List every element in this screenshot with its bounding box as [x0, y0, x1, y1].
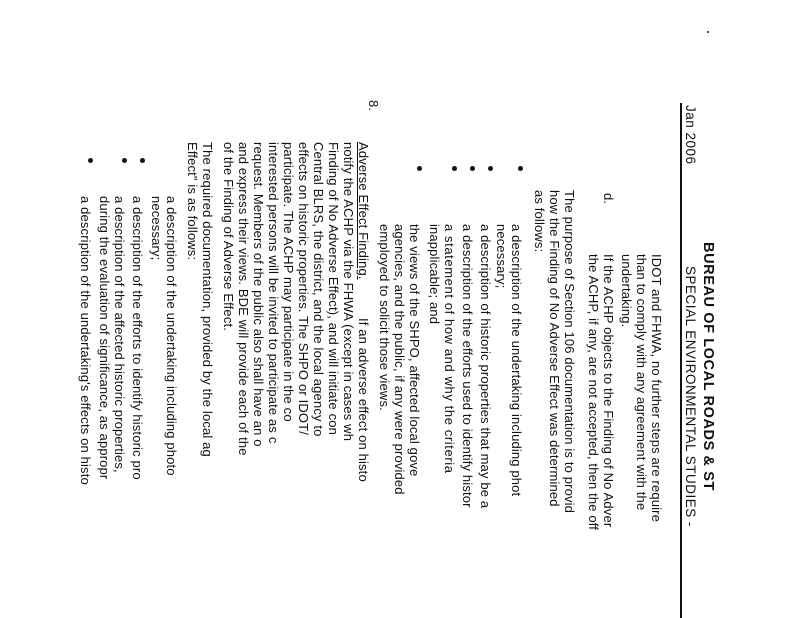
bullet [140, 158, 145, 163]
required-bullet-3-line-1: a description of the affected historic properties, [112, 196, 127, 473]
purpose-line-3: as follows: [532, 190, 547, 253]
required-bullet-2: a description of the efforts to identify historic pro [130, 196, 145, 480]
bullet [122, 158, 127, 163]
adverse-line-2: notify the ACHP via the FHWA (except in cases wh [341, 142, 356, 442]
para-c-line-2: than to comply with any agreement with the [634, 254, 649, 511]
adverse-line-7: interested persons will be invited to participate as c [266, 142, 281, 444]
bullet [488, 166, 493, 171]
adverse-line-6: participate. The ACHP may participate in the co [281, 142, 296, 422]
adverse-line-5: effects on historic properties. The SHPO or IDOT/ [296, 142, 311, 435]
purpose-line-1: The purpose of Section 106 documentation is to provid [562, 190, 577, 514]
required-bullet-1-line-1: a description of the undertaking including photo [164, 196, 179, 476]
purpose-bullet-4-line-1: a statement of how and why the criteria [442, 224, 457, 474]
purpose-bullet-4-line-2: inapplicable; and [427, 224, 442, 325]
purpose-bullet-5-line-3: employed to solicit those views. [377, 224, 392, 411]
required-bullet-3-line-2: during the evaluation of significance, as appropr [97, 196, 112, 480]
purpose-bullet-5-line-2: agencies, and the public, if any were provided [392, 224, 407, 495]
purpose-bullet-3: a description of the efforts used to identify histor [460, 224, 475, 508]
purpose-bullet-2: a description of historic properties that may be a [478, 224, 493, 509]
adverse-line-1: If an adverse effect on histo [356, 318, 371, 482]
required-doc-line-1: The required documentation, provided by the local ag [200, 142, 215, 457]
item-d-line-1: If the ACHP objects to the Finding of No Adver [601, 254, 616, 528]
item-d-marker: d. [601, 193, 616, 205]
adverse-line-3: Finding of No Adverse Effect), and will initiate con [326, 142, 341, 435]
bureau-title: BUREAU OF LOCAL ROADS & ST [700, 242, 716, 491]
bullet [518, 166, 523, 171]
para-c-line-3: undertaking. [619, 254, 634, 328]
header-date: Jan 2006 [683, 105, 698, 165]
header-rule [680, 103, 682, 618]
bullet [88, 158, 93, 163]
purpose-bullet-1-line-2: necessary; [494, 224, 509, 289]
scan-speck [707, 31, 709, 33]
item-8-marker: 8. [366, 100, 381, 112]
bullet [417, 166, 422, 171]
required-bullet-1-line-2: necessary; [149, 196, 164, 261]
required-doc-line-2: Effect" is as follows: [185, 142, 200, 261]
item-d-line-2: the ACHP, if any, are not accepted, then the off [586, 254, 601, 531]
purpose-bullet-1-line-1: a description of the undertaking including phot [509, 224, 524, 497]
bullet [470, 166, 475, 171]
purpose-bullet-5-line-1: the views of the SHPO, affected local gove [407, 224, 422, 477]
adverse-line-8: request. Members of the public also shall have an o [251, 142, 266, 447]
adverse-line-10: of the Finding of Adverse Effect. [221, 142, 236, 331]
adverse-line-4: Central BLRS, the district, and the local agency to [311, 142, 326, 437]
required-bullet-4: a description of the undertaking's effects on histo [78, 196, 93, 485]
section-subtitle: SPECIAL ENVIRONMENTAL STUDIES - [683, 266, 698, 528]
purpose-line-2: how the Finding of No Adverse Effect was determined [547, 190, 562, 507]
para-c-line-1: IDOT and FHWA, no further steps are require [649, 254, 664, 522]
bullet [452, 166, 457, 171]
adverse-heading: Adverse Effect Finding. [356, 142, 371, 280]
adverse-line-9: and express their views. BDE will provide each of the [236, 142, 251, 456]
